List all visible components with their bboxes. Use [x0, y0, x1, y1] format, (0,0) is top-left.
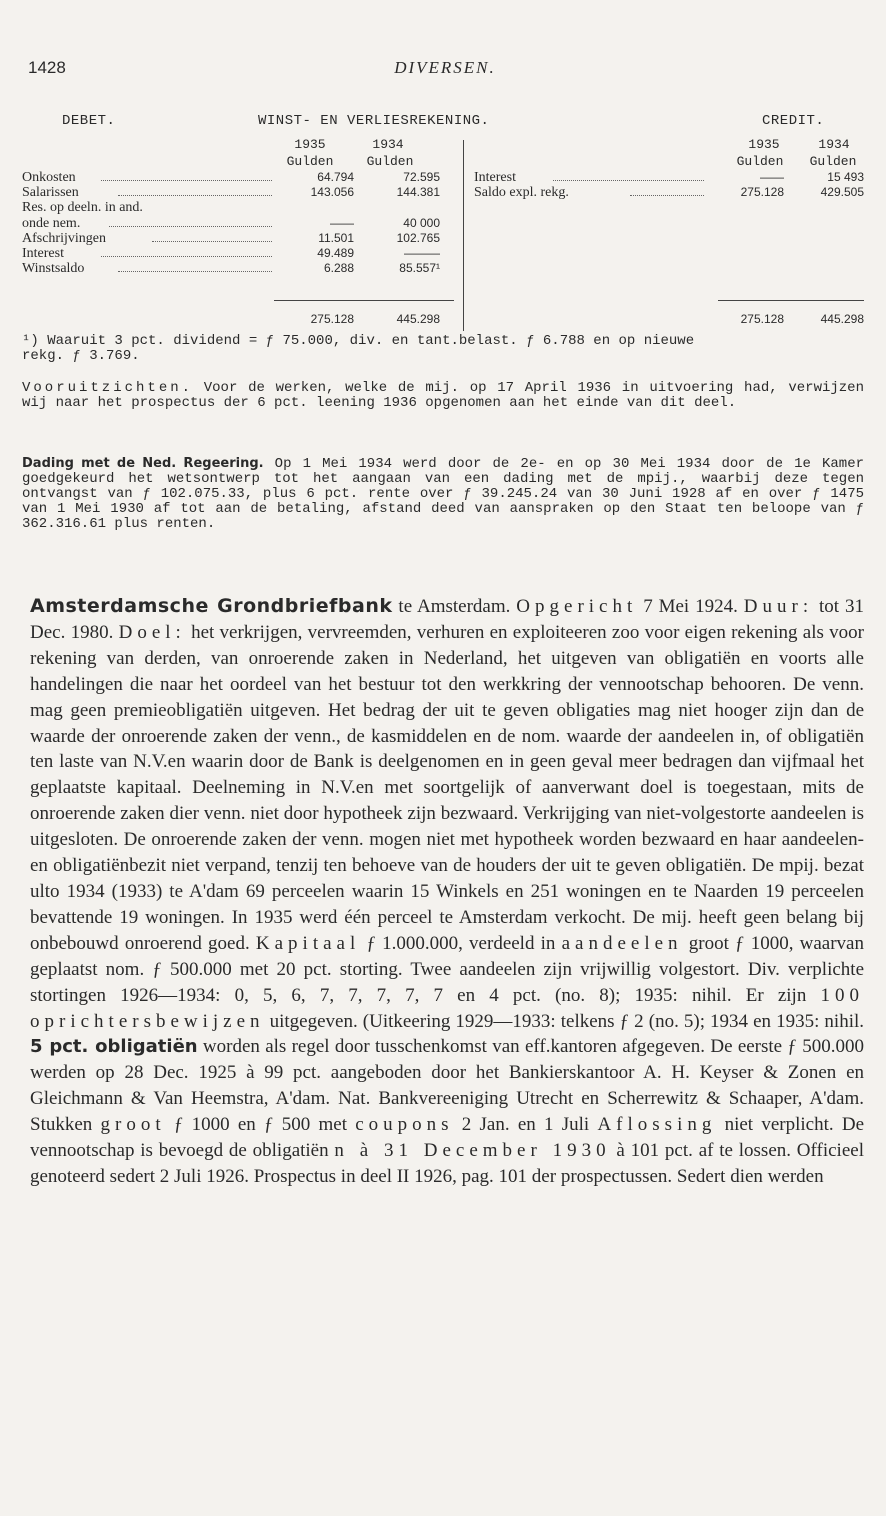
debit-row: [22, 246, 462, 261]
credit-total-1935: 275.128: [740, 312, 784, 326]
company-text-10: 2 Jan. en 1 Juli: [453, 1114, 598, 1136]
debit-year-1934: 1934: [372, 137, 404, 152]
company-text-1: te Amsterdam.: [392, 596, 517, 617]
doel-label: Doel:: [118, 621, 186, 643]
credit-value-1935: ——: [760, 170, 784, 184]
leader-dots: [118, 261, 272, 272]
oprichters-label: 100 oprichtersbewijzen: [30, 984, 864, 1032]
debit-row-label: Afschrijvingen: [22, 230, 106, 246]
company-text-2: 7 Mei 1924.: [637, 596, 744, 617]
company-text-9: ƒ 1000 en ƒ 500 met: [165, 1114, 356, 1136]
company-text-12: à 101 pct. af te lossen. Officieel genoteerd sedert 2 Juli 1926. Prospectus in deel II 1926, pag. 101 der prospectussen. Sedert dien werden: [30, 1140, 864, 1187]
dading-lead: Dading met de Ned. Regeering.: [22, 456, 264, 471]
vooruitzichten-text: Voor de werken, welke de mij. op 17 April 1936 in uitvoering had, verwijzen wij naar het prospectus der 6 pct. leening 1936 opgenomen aan het einde van dit deel.: [22, 380, 864, 411]
kapitaal-label: Kapitaal: [255, 932, 361, 954]
debit-value-1935: 11.501: [318, 230, 354, 245]
account-divider: [463, 140, 464, 331]
company-text-8: worden als regel door tusschenkomst van eff.kantoren afgegeven. De eerste ƒ 500.000 werden op 28 Dec. 1925 à 99 pct. aangeboden door het Bankierskantoor A. H. Keyser & Zonen en Gleichmann & Van Heemstra, A'dam. Nat. Bankvereeniging Utrecht en Scherrewitz & Schaaper, A'dam. Stukken: [30, 1036, 864, 1136]
dading-paragraph: [22, 456, 864, 532]
leader-dots: [118, 185, 272, 196]
debit-value-1935: 143.056: [310, 185, 354, 200]
company-text-6: groot ƒ 1000, waarvan geplaatst nom. ƒ 500.000 met 20 pct. storting. Twee aandeelen zijn vrijwillig volgestort. Div. verplichte stortingen 1926—1934: 0, 5, 6, 7, 7, 7, 7, 7 en 4 pct. (no. 8); 1935: nihil. Er zijn: [30, 932, 864, 1006]
account-captions: [22, 113, 864, 135]
leader-dots: [630, 185, 704, 196]
leader-dots: [152, 231, 272, 242]
debit-value-1935: 49.489: [317, 246, 354, 260]
company-name: Amsterdamsche Grondbriefbank: [30, 595, 393, 617]
page-header: [28, 58, 862, 84]
footnote: [22, 334, 864, 364]
credit-row: [474, 170, 864, 185]
debit-value-1934: 144.381: [396, 185, 440, 200]
debit-row: [22, 170, 462, 185]
account-title: WINST- EN VERLIESREKENING.: [258, 113, 490, 129]
credit-row-label: Saldo expl. rekg.: [474, 185, 569, 201]
credit-unit-1934: Gulden: [809, 154, 857, 169]
groot-label: groot: [100, 1114, 166, 1136]
credit-total-rule: [718, 300, 864, 301]
debit-row-label: onde nem.: [22, 215, 81, 231]
profit-loss-account: [22, 113, 864, 169]
coupons-label: coupons: [355, 1114, 454, 1136]
company-entry: [30, 594, 864, 1190]
debit-value-1934: 102.765: [396, 230, 440, 245]
debit-row-label: Res. op deeln. in and.: [22, 200, 143, 216]
debit-row-label: Salarissen: [22, 185, 79, 201]
credit-year-1934: 1934: [818, 137, 850, 152]
debit-value-1935: ——: [330, 215, 354, 230]
year-headers: [22, 135, 864, 169]
credit-row: [474, 185, 864, 200]
debit-total-rule: [274, 300, 454, 301]
footnote-line-2: rekg. ƒ 3.769.: [22, 348, 140, 364]
debit-total-1935: 275.128: [310, 312, 354, 326]
credit-year-1935: 1935: [748, 137, 780, 152]
debit-row-label: Onkosten: [22, 170, 76, 185]
debit-caption: DEBET.: [62, 113, 116, 129]
credit-value-1934: 429.505: [820, 185, 864, 200]
debit-value-1934: 72.595: [403, 170, 440, 184]
debit-year-1935: 1935: [294, 137, 326, 152]
aflossing-label: Aflossing: [597, 1114, 717, 1136]
company-text-4: het verkrijgen, vervreemden, verhuren en exploiteeren zoo voor eigen rekening als voor rekening van derden, van onroerende zaken in Nederland, het uitgeven van obligatiën en voorts alle handelingen die naar het oordeel van het bestuur tot den werkkring der vennootschap behooren. De venn. mag geen premieobligatiën uitgeven. Het bedrag der uit te geven obligaties mag niet hooger zijn dan de waarde der onroerende zaken der venn., de kasmiddelen en de nom. waarde der aandeelen in, of obligatiën ten laste van N.V.en waarin door de Bank is deelgenomen en in geen geval meer bedragen dan vijfmaal het geplaatste kapitaal. Deelneming in N.V.en met soortgelijk of aanverwant doel is toegestaan, mits de onroerende zaken dier venn. niet door hypotheek zijn bezwaard. Verkrijging van niet-volgestorte aandeelen is uitgesloten. De onroerende zaken der venn. mogen niet met hypotheek worden bezwaard en haar aandeelen- en obligatiënbezit niet verpand, tenzij ten behoeve van de houders der uit te geven obligatiën. De mpij. bezat ulto 1934 (1933) te A'dam 69 perceelen waarin 15 Winkels en 251 woningen en te Naarden 19 perceelen bevattende 19 woningen. In 1935 werd één perceel te Amsterdam verkocht. De mij. heeft geen belang bij onbebouwd onroerend goed.: [30, 621, 864, 954]
debit-unit-1934: Gulden: [366, 154, 414, 169]
vooruitzichten-lead: Vooruitzichten.: [22, 380, 194, 396]
debit-value-1934: 40 000: [403, 215, 440, 230]
credit-caption: CREDIT.: [762, 113, 825, 129]
company-text-11: niet verplicht. De vennootschap is bevoegd de obligatiën: [30, 1114, 864, 1162]
debit-value-1934: ———: [404, 246, 440, 260]
company-text-5: ƒ 1.000.000, verdeeld in: [360, 932, 562, 954]
debit-row: [22, 231, 462, 246]
debit-row-label: Winstsaldo: [22, 261, 85, 277]
debit-row: [22, 200, 462, 215]
page-number: 1428: [28, 58, 66, 77]
debit-value-1935: 64.794: [317, 170, 354, 184]
dading-text: Op 1 Mei 1934 werd door de 2e- en op 30 Mei 1934 door de 1e Kamer goedgekeurd het wetsontwerp tot het aangaan van een dading met de mpij., waarbij deze tegen ontvangst van ƒ 102.075.33, plus 6 pct. rente over ƒ 39.245.24 van 30 Juni 1928 af en over ƒ 1475 van 1 Mei 1930 af tot aan de betaling, afstand deed van aanspraken op den Staat ten beloope van ƒ 362.316.61 plus renten.: [22, 456, 864, 532]
vooruitzichten-paragraph: [22, 381, 864, 411]
credit-value-1935: 275.128: [740, 185, 784, 200]
debit-unit-1935: Gulden: [286, 154, 334, 169]
debit-row: [22, 185, 462, 200]
debit-value-1935: 6.288: [323, 261, 354, 276]
obligatien-label: 5 pct. obligatiën: [30, 1036, 198, 1058]
footnote-line-1: ¹) Waaruit 3 pct. dividend = ƒ 75.000, div. en tant.belast. ƒ 6.788 en op nieuwe: [22, 333, 695, 349]
leader-dots: [553, 170, 704, 181]
credit-unit-1935: Gulden: [736, 154, 784, 169]
company-text-3: tot 31 Dec. 1980.: [30, 596, 864, 643]
leader-dots: [101, 246, 272, 257]
aandeelen-label: aandeelen: [561, 932, 683, 954]
debit-row: [22, 216, 462, 231]
credit-total-1934: 445.298: [820, 312, 864, 326]
duur-label: Duur:: [743, 596, 814, 617]
opgericht-label: Opgericht: [516, 596, 638, 617]
na-label: n à 31 December 1930: [334, 1140, 611, 1162]
debit-row-label: Interest: [22, 246, 64, 261]
leader-dots: [101, 170, 272, 181]
debit-value-1934: 85.557¹: [399, 261, 440, 276]
debit-row: [22, 261, 462, 276]
debit-total-1934: 445.298: [396, 312, 440, 326]
credit-row-label: Interest: [474, 170, 516, 185]
running-title: DIVERSEN.: [394, 58, 496, 77]
leader-dots: [109, 216, 272, 227]
company-text-7: uitgegeven. (Uitkeering 1929—1933: telkens ƒ 2 (no. 5); 1934 en 1935: nihil.: [264, 1010, 864, 1032]
credit-value-1934: 15 493: [827, 170, 864, 184]
